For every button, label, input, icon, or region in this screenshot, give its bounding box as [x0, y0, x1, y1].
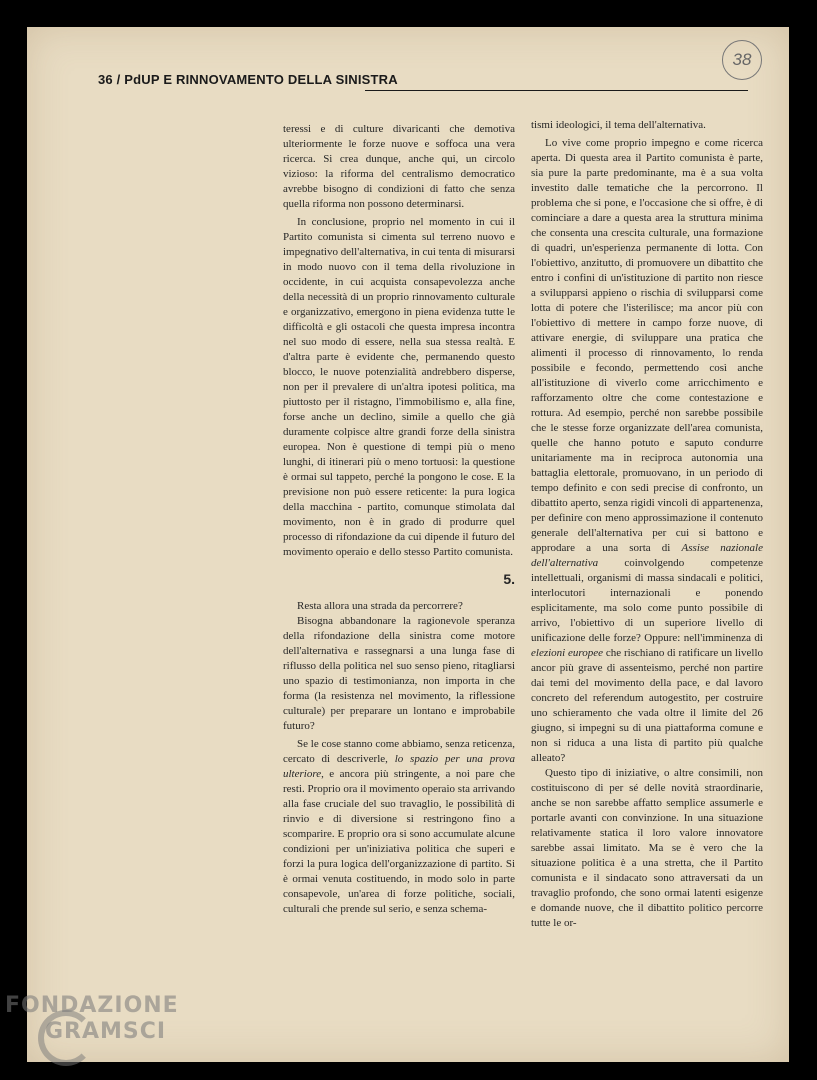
text-column-right — [531, 118, 763, 931]
italic-phrase: elezioni europee — [531, 647, 604, 659]
paragraph: Resta allora una strada da percorrere? — [297, 600, 463, 612]
italic-phrase: Assise nazionale dell'alternativa — [531, 542, 763, 569]
paragraph: Questo tipo di iniziative, o altre consimili, non costituiscono di per sé delle novità straordinarie, anche se non sarebbe affatto semplice assumerle e portarle avanti con convinzione. In una situazione relativamente statica il loro valore innovatore sarebbe assai limitato. Ma se è vero che la situazione politica è a una stretta, che il Partito comunista e il sindacato sono attraversati da un travaglio profondo, che sono ormai latenti esigenze e domande nuove, che il dibattito politico percorre tutte le or- — [531, 767, 763, 929]
watermark: FONDAZIONE GRAMSCI — [5, 993, 179, 1044]
section-number: 5. — [503, 571, 515, 587]
paragraph: In conclusione, proprio nel momento in cui il Partito comunista si cimenta sul terreno nuovo e impegnativo dell'alternativa, in cui tenta di misurarsi in modo nuovo con il tema della rivoluzione in occidente, in cui acquista consapevolezza anche della necessità di un proprio rinnovamento culturale e organizzativo, emergono in piena evidenza tutte le difficoltà e gli ostacoli che questa impresa incontra nel suo modo di essere, nella sua stessa realtà. E d'altra parte è evidente che, permanendo questo blocco, le nuove potenzialità andrebbero disperse, non per il prevalere di un'altra ipotesi politica, ma piuttosto per il ristagno, l'immobilismo e, alla fine, forse anche un declino, simile a quello che già duramente colpisce altre grandi forze della sinistra europea. Non è questione di tempi più o meno lunghi, di itinerari più o meno tortuosi: la questione è ormai sul tappeto, perché la pongono le cose. E la previsione non può essere reticente: la pura logica della macchina - partito, comunque stimolata dal movimento, non è in grado di produrre quel processo di rifondazione da cui dipende il futuro del movimento operaio e dello stesso Partito comunista. — [283, 216, 515, 558]
text-column-left — [283, 122, 515, 917]
archive-stamp: 38 — [722, 40, 762, 80]
paragraph: Lo vive come proprio impegno e come ricerca aperta. Di questa area il Partito comunista è parte, sia pure la parte predominante, ma è a sua volta investito dalle tematiche che la percorrono. Il problema che si pone, e l'occasione che si offre, è di cominciare a dare a questa area la struttura minima che consenta una crescita culturale, una formazione di quadri, un'esperienza permanente di lotta. Con l'obiettivo, anzitutto, di promuovere un dibattito che entro i confini di un'istituzione di partito non riesce a svilupparsi appieno o rischia di svilupparsi come lotta di potere che l'isterilisce; ma ancor più con l'obiettivo di mettere in campo forze nuove, di attivare energie, di sviluppare una pratica che alimenti il processo di rinnovamento, lo renda possibile e fecondo, permettendo così anche all'istituzione di viverlo come arricchimento e rafforzamento oltre che come contestazione e rottura. Ad esempio, perché non sarebbe possibile che le stesse forze organizzate dell'area comunista, quelle che hanno potuto e saputo condurre unitariamente ma in reciproca autonomia una battaglia elettorale, promuovano, in un periodo di tempo definito e con sedi precise di confronto, un dibattito aperto, senza rigidi vincoli di appartenenza, per definire con meno approssimazione il contenuto generale dell'alternativa per cui si battono e approdare a una sorta di Assise nazionale dell'alternativa coinvolgendo competenze intellettuali, organismi di massa sindacali e politici, interlocutori internazionali e ponendo esplicitamente, ma solo come punto possibile di arrivo, l'obiettivo di un superiore livello di unificazione delle forze? Oppure: nell'imminenza di elezioni europee che rischiano di ratificare un livello ancor più grave di assenteismo, perché non partire dai temi del movimento della pace, e dal lavoro concreto del referendum autogestito, per costruire uno schieramento che vada oltre il limite del 26 giugno, si impegni su di una piattaforma comune e non si riduca a una lista di partito più qualche alleato? — [531, 137, 764, 764]
paragraph: teressi e di culture divaricanti che demotiva ulteriormente le forze nuove e soffoca una vera ricerca. Si crea dunque, anche qui, un circolo vizioso: la riforma del centralismo democratico avrebbe bisogno di condizioni di fatto che senza quella riforma non possono determinarsi. — [283, 123, 515, 210]
header-rule — [365, 90, 748, 91]
paragraph: Se le cose stanno come abbiamo, senza reticenza, cercato di descriverle, lo spazio per una prova ulteriore, e ancora più stringente, a noi pare che resti. Proprio ora il movimento operaio sta arrivando alla fase cruciale del suo travaglio, le possibilità di rinvio e di diversione si restringono fino a scomparire. E proprio ora si sono accumulate alcune condizioni per un'iniziativa politica che superi e forzi la pura logica dell'organizzazione di partito. Si è ormai venuta costituendo, in modo solo in parte consapevole, un'area di forze politiche, sociali, culturali che prende sul serio, e senza schema- — [283, 738, 515, 915]
italic-phrase: lo spazio per una prova ulteriore — [283, 753, 515, 780]
paragraph: Bisogna abbandonare la ragionevole speranza della rifondazione della sinistra come motore dell'alternativa e rassegnarsi a una lunga fase di riflusso della politica nel suo senso pieno, ritagliarsi uno spazio di testimonianza, non importa in che forma (la resistenza nel movimento, la riflessione culturale) per preparare un lontano e improbabile futuro? — [283, 615, 515, 732]
page-header: 36 / PdUP E RINNOVAMENTO DELLA SINISTRA — [98, 72, 398, 87]
paragraph: tismi ideologici, il tema dell'alternativa. — [531, 119, 706, 131]
